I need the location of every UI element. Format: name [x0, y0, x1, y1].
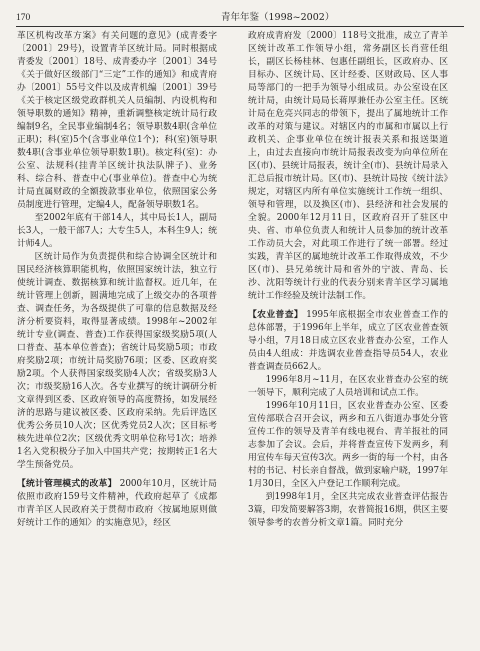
section-heading: 【农业普查】 [248, 310, 304, 320]
section-heading: 【统计管理模式的改革】 [17, 479, 117, 489]
section-paragraph [248, 309, 448, 374]
paragraph-text: 2000年10月，区统计局依照市政府159号文件精神，代政府起草了《成都市青羊区人民政府关于贯彻市政府〈按属地原则做好统计工作的通知〉的实施意见》，经区 [17, 479, 217, 528]
paragraph: 革区机构改革方案》有关问题的意见》(成青委字〔2001〕29号)，设置青羊区统计局。同时根据成青委发〔2001〕18号、成青委办字〔2001〕34号《关于做好区级部门“三定”工作的通知》和成青府办〔2001〕55号文件以及成青机编〔2001〕39号《关于核定区级党政群机关人员编制、内设机构和领导职数的通知》精神，重新调整核定统计局行政编制9名，全民事业编制4名；领导职数4职(含单位正职)；科(室)5个(含事业单位1个)；科(室)领导职数4职(含事业单位领导职数1职)。核定科(室)：办公室、法规科(挂青羊区统计执法队牌子)、业务科、综合科、普查中心(事业单位)。普查中心为统计局直属财政的全额拨款事业单位，依照国家公务员制度进行管理，定编4人，配备领导职数1名。 [17, 31, 217, 210]
running-title: 青年年鉴（1998~2002） [221, 12, 335, 23]
paragraph: 1996年8月~11月，在区农业普查办公室的统一领导下，顺利完成了人员培训和试点工作。 [248, 375, 448, 398]
running-header [16, 10, 464, 27]
paragraph: 政府成青府发〔2000〕118号文批准，成立了青羊区统计改革工作领导小组，常务副区长肖营任组长，副区长杨桂林、包惠任副组长，区政府办、区目标办、区统计局、区计经委、区财政局、区人事局等部门的一把手为领导小组成员。办公室设在区统计局，由统计局局长蒋厚兼任办公室主任。区统计局在危亮兴同志的带领下，提出了属地统计工作改革的对策与建议。对辖区内的市属和市属以上行政机关、企事业单位在统计报表关系和报送渠道上，由过去直接向市统计局报表改变为向单位所在区(市)、县统计局报表，统计全(市)、县统计局录入汇总后报市统计局。区(市)、县统计局按《统计法》规定，对辖区内所有单位实施统计工作统一组织、领导和管理，以及换区(市)、县经济和社会发展的全貌。2000年12月11日，区政府召开了驻区中央、省、市单位负责人和统计人员参加的统计改革工作动员大会，对此项工作进行了统一部署。经过实践，青羊区的属地统计改革工作取得成效，不少区(市)、县兄弟统计局和省外的宁波、青岛、长沙、沈阳等统计行业的代表分别来青羊区学习属地统计工作经验及统计法制工作。 [248, 31, 448, 301]
paragraph-text: 1995年底根据全市农业普查工作的总体部署，于1996年上半年，成立了区农业普查领导小组，7月18日成立区农业普查办公室，工作人员由4人组成：并选调农业普查指导员54人，农业普查调查员662人。 [248, 310, 449, 372]
right-column [248, 30, 448, 530]
left-column [17, 30, 217, 530]
paragraph: 到1998年1月，全区共完成农业普查评估报告3篇，印发简要解答3期，农普简报16期，供区主要领导参考的农普分析文章1篇。同时充分 [248, 492, 448, 528]
section-paragraph [17, 478, 217, 530]
paragraph: 至2002年底有干部14人，其中局长1人，副局长3人，一般干部7人；大专生5人，本科生9人；统计师4人。 [17, 213, 217, 249]
page-number: 170 [16, 13, 31, 23]
paragraph: 1996年10月11日，区农业普查办公室、区委宣传部联合召开会议，两乡和五八街道办事处分管宣传工作的领导及青羊有线电视台、青羊报社的同志参加了会议。会后，并将普查宣传下发两乡，利用宣传车每天宣传3次。两乡一街的每一个村，由各村的书记、村长亲自督战，做到家喻户晓，1997年1月30日，全区入户登记工作顺利完成。 [248, 401, 448, 489]
paragraph: 区统计局作为负责提供和综合协调全区统计和国民经济核算职能机构，依照国家统计法，独立行使统计调查、数据核算和统计监督权。近几年，在统计管理上创新，圆满地完成了上级交办的各项普查、调查任务，为各级提供了可靠的信息数据及经济分析要资料，取得显著成绩。1998年~2002年统计专业(调查、普查)工作获得国家级奖励5项(人口普查、基本单位普查)；省统计局奖励5项；市政府奖励2项；市统计局奖励76项；区委、区政府奖励2项。个人获得国家级奖励4人次；省级奖励3人次；市级奖励16人次。各专业撰写的统计调研分析文章得到区委、区政府领导的高度赞扬，如发展经济的思路与建议被区委、区政府采纳。先后评选区优秀公务员10人次；区优秀党员2人次；区目标考核先进单位2次；区级优秀文明单位称号1次；培养1名入党积极分子加入中国共产党；按期转正1名大学生预备党员。 [17, 252, 217, 470]
